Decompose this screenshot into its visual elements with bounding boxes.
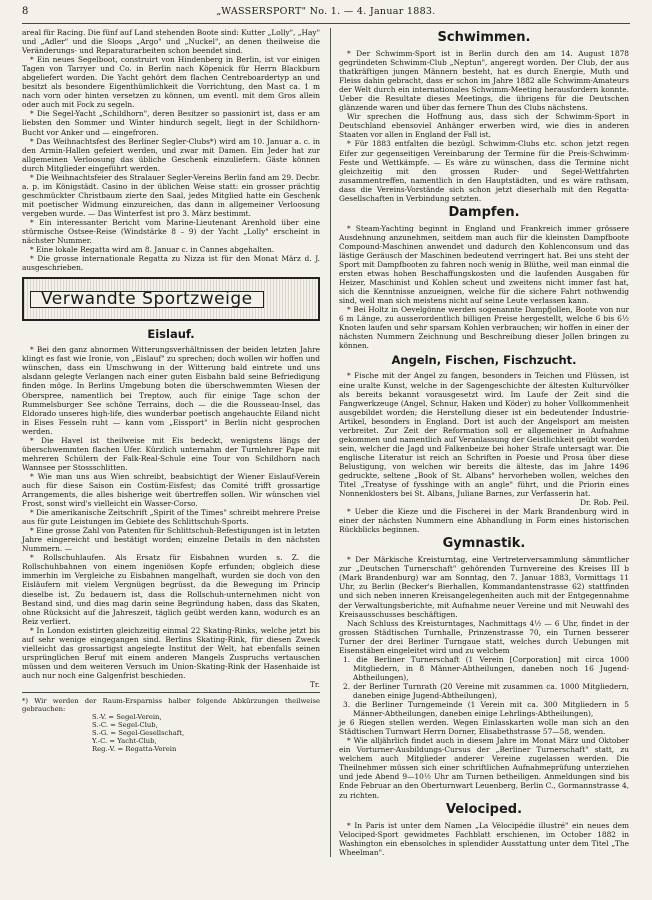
section-heading-dampfen: Dampfen.	[448, 204, 520, 220]
footnote-intro: *) Wir werden der Raum-Ersparniss halber folgende Abkürzungen theilweise gebrauchen:	[22, 697, 320, 714]
abbreviation: S.-G. = Segel-Gesellschaft,	[92, 729, 185, 738]
abbreviation: Y.-C. = Yacht-Club,	[92, 737, 157, 746]
masthead-line: „WASSERSPORT" No. 1. — 4. Januar 1883.	[216, 6, 436, 17]
section-heading-eislauf: Eislauf.	[147, 327, 195, 342]
list-item: 1. die Berliner Turnerschaft (1 Verein [Corporation] mit circa 1000 Mitgliedern, in 8 Männer-Abtheilungen, daneben noch 16 Jugend-Abtheilungen),	[343, 654, 629, 682]
paragraph: * Eine grosse Zahl von Patenten für Schlittschuh-Befestigungen ist in letzten Jahre eingereicht und bestätigt worden; einzelne Details in den nächsten Nummern. —	[22, 526, 320, 554]
paragraph: areal für Racing. Die fünf auf Land stehenden Boote sind: Kutter „Lolly", „Hay" und „Adler" und die Sloops „Argo" und „Nuckel", an denen theilweise die Veränderungs- und Reparaturarbeiten schon beendet sind.	[22, 28, 320, 56]
abbreviation: S.-V. = Segel-Verein,	[92, 713, 162, 722]
section-heading-velociped: Velociped.	[445, 801, 523, 817]
paragraph: * Die Segel-Yacht „Schildhorn", deren Besitzer so passionirt ist, dass er am liebsten den Sommer und Winter hindurch segelt, liegt in der Schildhorn-Bucht vor Anker und — eingefroren.	[22, 109, 320, 137]
paragraph: * Für 1883 entfalten die bezügl. Schwimm-Clubs etc. schon jetzt regen Eifer zur gegenseitigen Vereinbarung der Termine für die Preis-Schwimm-Feste und Wettkämpfe. — Es wäre zu wünschen, dass die Termine nicht gleichzeitig mit den grossen Ruder- und Segel-Wettfahrten zusammentreffen, namentlich in den Hauptstädten, und es wäre rathsam, dass die Vereins-Vorstände sich schon jetzt dieserhalb mit den Regatta-Gesellschaften in Verbindung setzten.	[339, 139, 629, 203]
paragraph: * Ein neues Segelboot, construirt von Hindenberg in Berlin, ist vor einigen Tagen von Tarryer und Co. in Berlin nach Köpenick für Herrn Blackburn abgeliefert worden. Die Yacht gehört dem flachen Centreboardertyp an und besitzt als besondere Eigenthümlichkeit die Vorrichtung, den Mast ca. 1 m nach vorn oder hinten versetzen zu können, um eventl. mit dem Gros allein oder auch mit Fock zu segeln.	[22, 55, 320, 110]
abbreviation: Reg.-V. = Regatta-Verein	[92, 745, 177, 754]
paragraph: * Ein interessanter Bericht vom Marine-Lieutenant Arenhold über eine stürmische Ostsee-Reise (Windstärke 8 – 9) der Yacht „Lolly" erscheint in nächster Nummer.	[22, 217, 320, 246]
footnote-rule	[22, 692, 320, 693]
paragraph: * Die grosse internationale Regatta zu Nizza ist für den Monat März d. J. ausgeschrieben.	[22, 254, 320, 273]
right-column	[330, 28, 629, 857]
paragraph: * Fische mit der Angel zu fangen, besonders in Teichen und Flüssen, ist eine uralte Kunst, welche in der Sagengeschichte der ältesten Kulturvölker als bereits bekannt vorausgesetzt wird. Im Laufe der Zeit sind die Fangwerkzeuge (Angel, Schnur, Haken und Köder) zu hoher Vollkommenheit ausgebildet worden; die Herstellung dieser ist ein bedeutender Industrie-Artikel, besonders in England. Dort ist auch der Angelsport am meisten verbreitet. Zur Zeit der Reformation soll er allgemeiner in Aufnahme gekommen und namentlich auf Veranlassung der Geistlichkeit geübt worden sein, welcher die Jagd und Falkenbeize bei hoher Strafe untersagt war. Die englische Literatur ist reich an Schriften in Poesie und Prosa über diese Belustigung, von welchen wir bereits die älteste, das im Jahre 1496 gedruckte, seltene „Book of St. Albans" hervorheben wollen, welches den Titel „Treatyse of fysshinge with an angle" führt, und die Priorin eines Nonnenklosters bei St. Albans, Juliane Barnes, zur Verfasserin hat.	[339, 371, 629, 499]
page-header	[22, 6, 630, 20]
paragraph: je 6 Riegen stellen werden. Wegen Einlasskarten wolle man sich an den Städtischen Turnwart Herrn Dorner, Elisabethstrasse 57—58, wenden.	[339, 718, 629, 737]
paragraph: * Der Märkische Kreisturntag, eine Vertreterversammlung sämmtlicher zur „Deutschen Turnerschaft" gehörenden Turnvereine des Kreises III b (Mark Brandenburg) war am Sonntag, den 7. Januar 1883, Vormittags 11 Uhr, zu Berlin (Becker's Bierhallen, Kommandantenstrasse 62) stattfinden und sich neben inneren Kreisangelegenheiten auch mit der Entgegennahme der Verwaltungsberichte, mit Aufnahme neuer Vereine und mit Neuwahl des Kreisausschusses beschäftigen.	[339, 555, 629, 619]
paragraph: * Ueber die Kieze und die Fischerei in der Mark Brandenburg wird in einer der nächsten Nummern eine Abhandlung in Form eines historischen Rückblicks beginnen.	[339, 507, 629, 535]
paragraph: * Bei Holtz in Oevelgönne werden sogenannte Dampfjollen, Boote von nur 6 m Länge, zu ausserordentlich billigen Preise hergestellt, welche 6 bis 6½ Knoten laufen und sehr sparsam Kohlen verbrauchen; wir hoffen in einer der nächsten Nummern Zeichnung und Beschreibung dieser Jollen bringen zu können.	[339, 305, 629, 351]
paragraph: * In London existirten gleichzeitig einmal 22 Skating-Rinks, welche jetzt bis auf sehr wenige eingegangen sind. Berlins Skating-Rink, für diesen Zweck vielleicht das grossartigst angelegte Institut der Welt, hat ebenfalls seinen ursprünglichen Beruf mit einem anderen Mangels Zuspruchs vertauschen müssen und dem weiteren Versuch im Union-Skating-Rink der Hasenhaide ist auch nur noch eine Galgenfrist beschieden.	[22, 625, 320, 680]
paragraph: * Die Havel ist theilweise mit Eis bedeckt, wenigstens längs der überschwemmten flachen Ufer. Kürzlich unternahm der Turnlehrer Pape mit mehreren Schülern der Falk-Real-Schule eine Tour von Schildhorn nach Wannsee per Stossschlitten.	[22, 435, 320, 472]
author-signature: Tr.	[310, 680, 320, 689]
header-rule	[22, 23, 630, 24]
paragraph: * Die Weihnachtsfeier des Stralauer Segler-Vereins Berlin fand am 29. Decbr. a. p. im Königstädt. Casino in der üblichen Weise statt: ein grosser prächtig geschmückter Christbaum zierte den Saal, jedes Mitglied hatte ein Geschenk mit poetischer Widmung einzureichen, das dann in allgemeiner Verloosung vergeben wurde. — Das Winterfest ist pro 3. März bestimmt.	[22, 172, 320, 218]
numbered-list	[339, 655, 629, 718]
paragraph: * Rollschuhlaufen. Als Ersatz für Eisbahnen wurden s. Z. die Rollschuhbahnen von einem ingeniösen Kopfe erfunden; obgleich diese immerhin im Vergleiche zu Eisbahnen mangelhaft, wurden sie doch von den Eisläufern mit vielem Vergnügen begrüsst, da die Bewegung im Princip dieselbe ist. Zu bedauern ist, dass die Rollschuh-unternehmen nicht von Bestand sind, und dies mag darin seine Begründung haben, dass das Skaten, ohne Rücksicht auf die Jahreszeit, täglich geübt werden kann, wodurch es an Reiz verliert.	[22, 553, 320, 626]
section-heading-angeln: Angeln, Fischen, Fischzucht.	[391, 353, 577, 368]
paragraph: * Der Schwimm-Sport ist in Berlin durch den am 14. August 1878 gegründeten Schwimm-Club „Neptun", angeregt worden. Der Club, der aus thatkräftigen jungen Männern besteht, hat es durch Energie, Muth und Fleiss dahin gebracht, dass er schon im Jahre 1882 alle Schwimm-Amateurs der Welt durch ein internationales Schwimm-Meeting herausfordern konnte. Ueber die Resultate dieses Meetings, die übrigens für die Deutschen glänzende waren und über das fernere Thun des Clubs nächstens.	[339, 49, 629, 113]
footnote	[22, 697, 320, 753]
abbreviation: S.-C. = Segel-Club,	[92, 721, 158, 730]
author-signature: Dr. Rob. Peil.	[580, 498, 629, 508]
list-item: 2. der Berliner Turnrath (20 Vereine mit zusammen ca. 1000 Mitgliedern, daneben einige Jugend-Abtheilungen),	[343, 681, 629, 700]
paragraph: Wir sprechen die Hoffnung aus, dass sich der Schwimm-Sport in Deutschland ebensoviel Anhänger erwerben wird, wie dies in anderen Staaten vor allen in England der Fall ist.	[339, 112, 629, 140]
paragraph: * Die amerikanische Zeitschrift „Spirit of the Times" schreibt mehrere Preise aus für gute Leistungen im Gebiete des Schlittschuh-Sports.	[22, 508, 320, 527]
section-banner	[22, 277, 320, 321]
section-heading-schwimmen: Schwimmen.	[437, 30, 531, 45]
left-column	[22, 28, 320, 857]
paragraph: * Eine lokale Regatta wird am 8. Januar c. in Cannes abgehalten.	[30, 245, 275, 255]
banner-title: Verwandte Sportzweige	[30, 291, 264, 308]
paragraph: * Steam-Yachting beginnt in England und Frankreich immer grössere Ausdehnung anzunehmen, seitdem man auch für die kleinsten Dampfboote Compound-Maschinen anwendet und dadurch den Kohlenconsum und das lästige Geräusch der Maschinen bedeutend verringert hat. Bei uns steht der Sport mit Dampfbooten zu fahren noch wenig in Blüthe, weil man einmal die ersten etwas hohen Beschaffungskosten und die laufenden Ausgaben für Heizer, Maschinist und Kohlen scheut und zweitens nicht immer fast hat, sich die Kenntnisse anzueignen, welche für die sichere Fahrt nothwendig sind, weil man sich meistens nicht auf seine Leute verlassen kann.	[339, 223, 629, 306]
section-heading-gymnastik: Gymnastik.	[442, 536, 526, 552]
paragraph: Nach Schluss des Kreisturntages, Nachmittags 4½ — 6 Uhr, findet in der grossen Städtischen Turnhalle, Prinzenstrasse 70, ein Turnen besserer Turner der drei Berliner Turngaue statt, welches durch Uebungen mit Eisenstäben eingeleitet wird und zu welchem	[339, 618, 629, 655]
paragraph: * Bei den ganz abnormen Witterungsverhältnissen der beiden letzten Jahre klingt es fast wie Ironie, von „Eislauf" zu sprechen; doch wollen wir hoffen und wünschen, dass ein Umschwung in der Witterung bald eintrete und uns alsdann gelegte Verlangen nach einer guten Eisbahn bald seine Befriedigung finden möge. In Berlins Umgebung boten die überschwemmten Wiesen der Oberspree, namentlich bei Treptow, auch für einige Tage schon der Rummelsburger See schöne Terrains, doch — die die Rousseau-Insel, das Eldorado unseres high-life, dies wunderbar poetisch angehauchte Eiland nicht in Eises Fesseln ruht — kann vom „Eissport" in Berlin nicht gesprochen werden.	[22, 345, 320, 436]
paragraph: * Wie man uns aus Wien schreibt, beabsichtigt der Wiener Eislauf-Verein auch für diese Saison ein Costüm-Eisfest; das Comité trifft grossartige Arrangements, die alles bisherige weit übertreffen sollen. Wir wünschen viel Frost, sonst wird's vielleicht ein Wasser-Corso.	[22, 471, 320, 509]
paragraph: * Wie alljährlich findet auch in diesem Jahre im Monat März und Oktober ein Vorturner-Ausbildungs-Cursus der „Berliner Turnerschaft" statt, zu welchem auch Mitglieder anderer Vereine zugelassen werden. Die Theilnehmer müssen sich einer schriftlichen Aufnahmeprüfung unterziehen und jede Abend 9—10½ Uhr am Turnen betheiligen. Anmeldungen sind bis Ende Februar an den Oberturnwart Leuenberg, Berlin C., Gormannstrasse 4, zu richten.	[339, 736, 629, 800]
page-number: 8	[22, 6, 29, 17]
paragraph: * Das Weihnachtsfest des Berliner Segler-Clubs*) wird am 10. Januar a. c. in den Armin-Hallen gefeiert werden, und zwar mit Damen. Ein Jeder hat zur allgemeinen Verloosung das übliche Geschenk einzuliefern. Gäste können durch Mitglieder eingeführt werden.	[22, 136, 320, 173]
paragraph: * In Paris ist unter dem Namen „La Vélocipédie illustré" ein neues dem Velociped-Sport gewidmetes Fachblatt erschienen, im October 1882 in Washington ein ebensolches in splendider Ausstattung unter dem Titel „The Wheelman".	[339, 820, 629, 857]
list-item: 3. die Berliner Turngemeinde (1 Verein mit ca. 300 Mitgliedern in 5 Männer-Abtheilungen, daneben einige Lehrlings-Abtheilungen),	[343, 700, 629, 719]
